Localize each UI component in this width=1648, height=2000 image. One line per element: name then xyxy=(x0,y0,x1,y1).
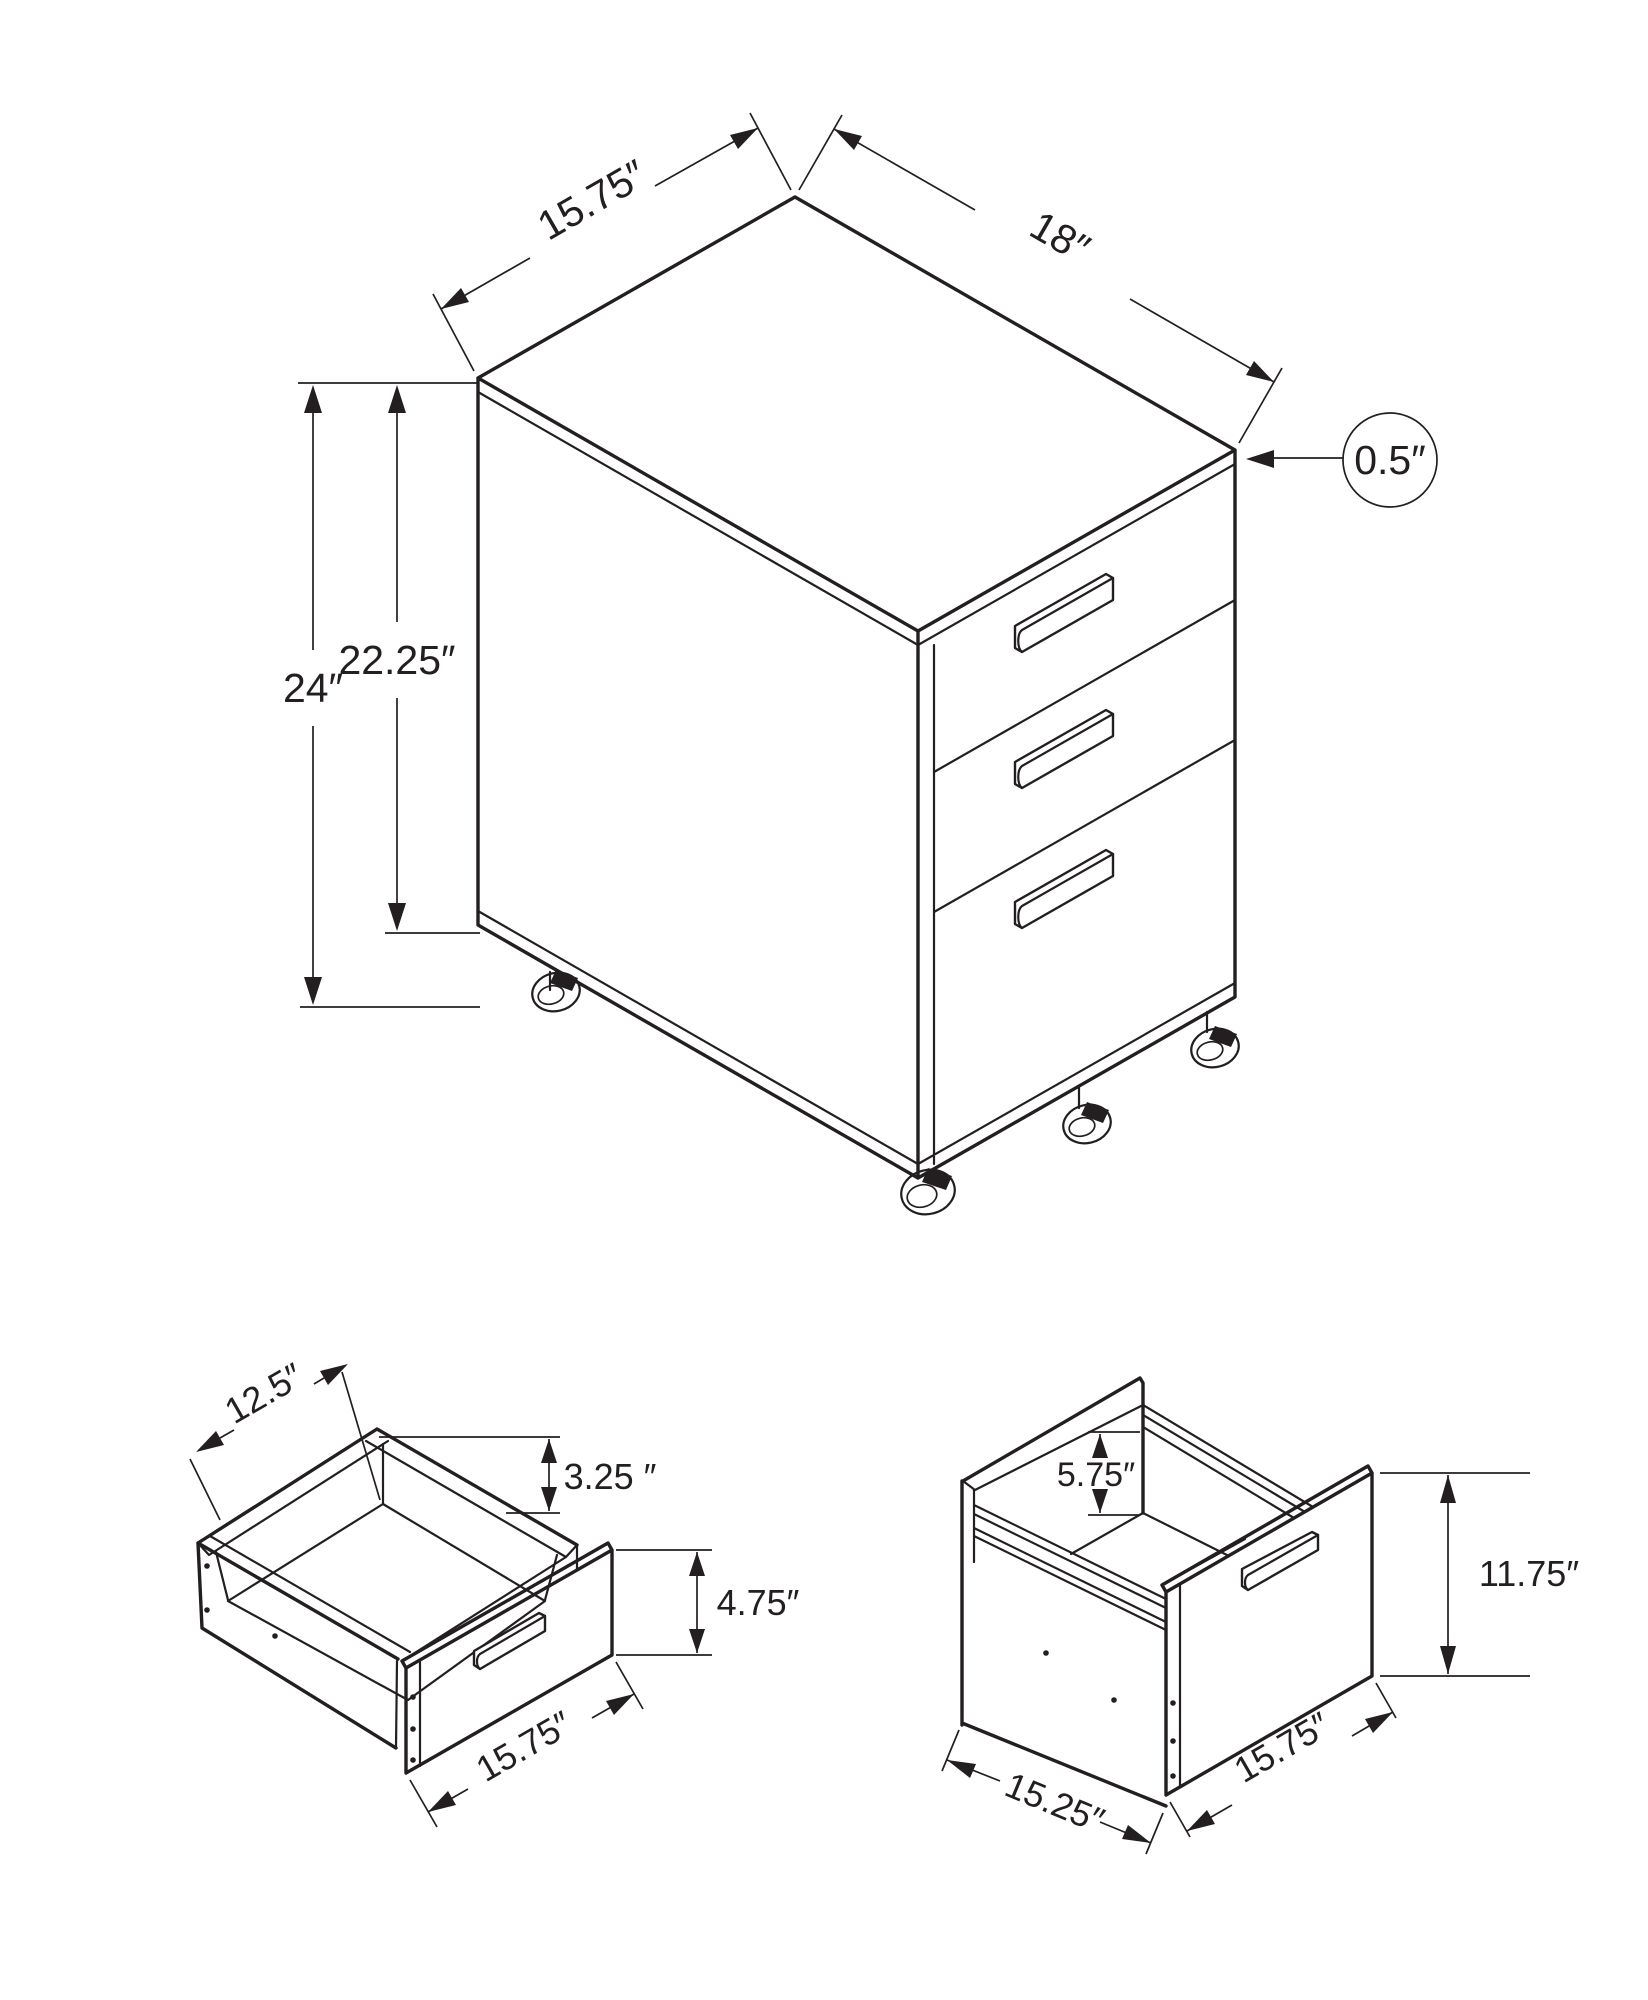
cam-dot xyxy=(1043,1650,1049,1656)
cam-dot xyxy=(1170,1738,1176,1744)
dim-label-inner-height: 3.25 ″ xyxy=(563,1456,657,1497)
cabinet-view xyxy=(283,113,1437,1220)
cabinet-handle-top xyxy=(1015,574,1113,652)
dim-label-top-thickness: 0.5″ xyxy=(1354,437,1426,483)
cabinet-dimension-lines xyxy=(298,113,1348,1007)
cam-dot xyxy=(410,1757,416,1763)
cam-dot xyxy=(1111,1697,1117,1703)
dim-label-front-height: 4.75″ xyxy=(716,1582,800,1623)
dim-label-front-height: 11.75″ xyxy=(1478,1553,1580,1594)
small-drawer-dimension-lines xyxy=(190,1372,712,1827)
cam-dot xyxy=(204,1563,210,1569)
cabinet-handle-bottom xyxy=(1015,850,1113,928)
dim-label-front-width: 15.75″ xyxy=(1226,1703,1337,1791)
cabinet-outline xyxy=(478,197,1235,1178)
file-drawer-screw-dots xyxy=(1043,1650,1176,1779)
cam-dot xyxy=(204,1607,210,1613)
cam-dot xyxy=(1170,1773,1176,1779)
dim-label-inner-height: 5.75″ xyxy=(1056,1456,1136,1494)
dim-label-side-depth: 15.25″ xyxy=(999,1763,1111,1842)
file-drawer-inner-lines xyxy=(963,1405,1313,1787)
dim-label-overall-height: 24″ xyxy=(282,665,344,711)
file-drawer-view xyxy=(942,1378,1579,1854)
caster-right-back xyxy=(1187,1024,1243,1072)
caster-left xyxy=(528,968,584,1016)
dim-label-front-width: 15.75″ xyxy=(468,1702,579,1790)
dim-label-body-height: 22.25″ xyxy=(338,637,456,683)
caster-right-mid xyxy=(1059,1100,1115,1148)
cam-dot xyxy=(272,1633,278,1639)
cabinet-dimension-arrowheads xyxy=(304,128,1274,1005)
dim-label-top-depth: 18″ xyxy=(1022,201,1098,272)
cabinet-panel-lines xyxy=(478,378,1235,1164)
cam-dot xyxy=(410,1726,416,1732)
small-drawer-view xyxy=(190,1355,800,1827)
caster-stems xyxy=(550,972,1207,1108)
cabinet-handle-middle xyxy=(1015,710,1113,788)
dim-label-top-width: 15.75″ xyxy=(529,150,655,250)
cam-dot xyxy=(1170,1700,1176,1706)
dim-label-inner-width: 12.5″ xyxy=(217,1354,310,1432)
cam-dot xyxy=(410,1694,416,1700)
